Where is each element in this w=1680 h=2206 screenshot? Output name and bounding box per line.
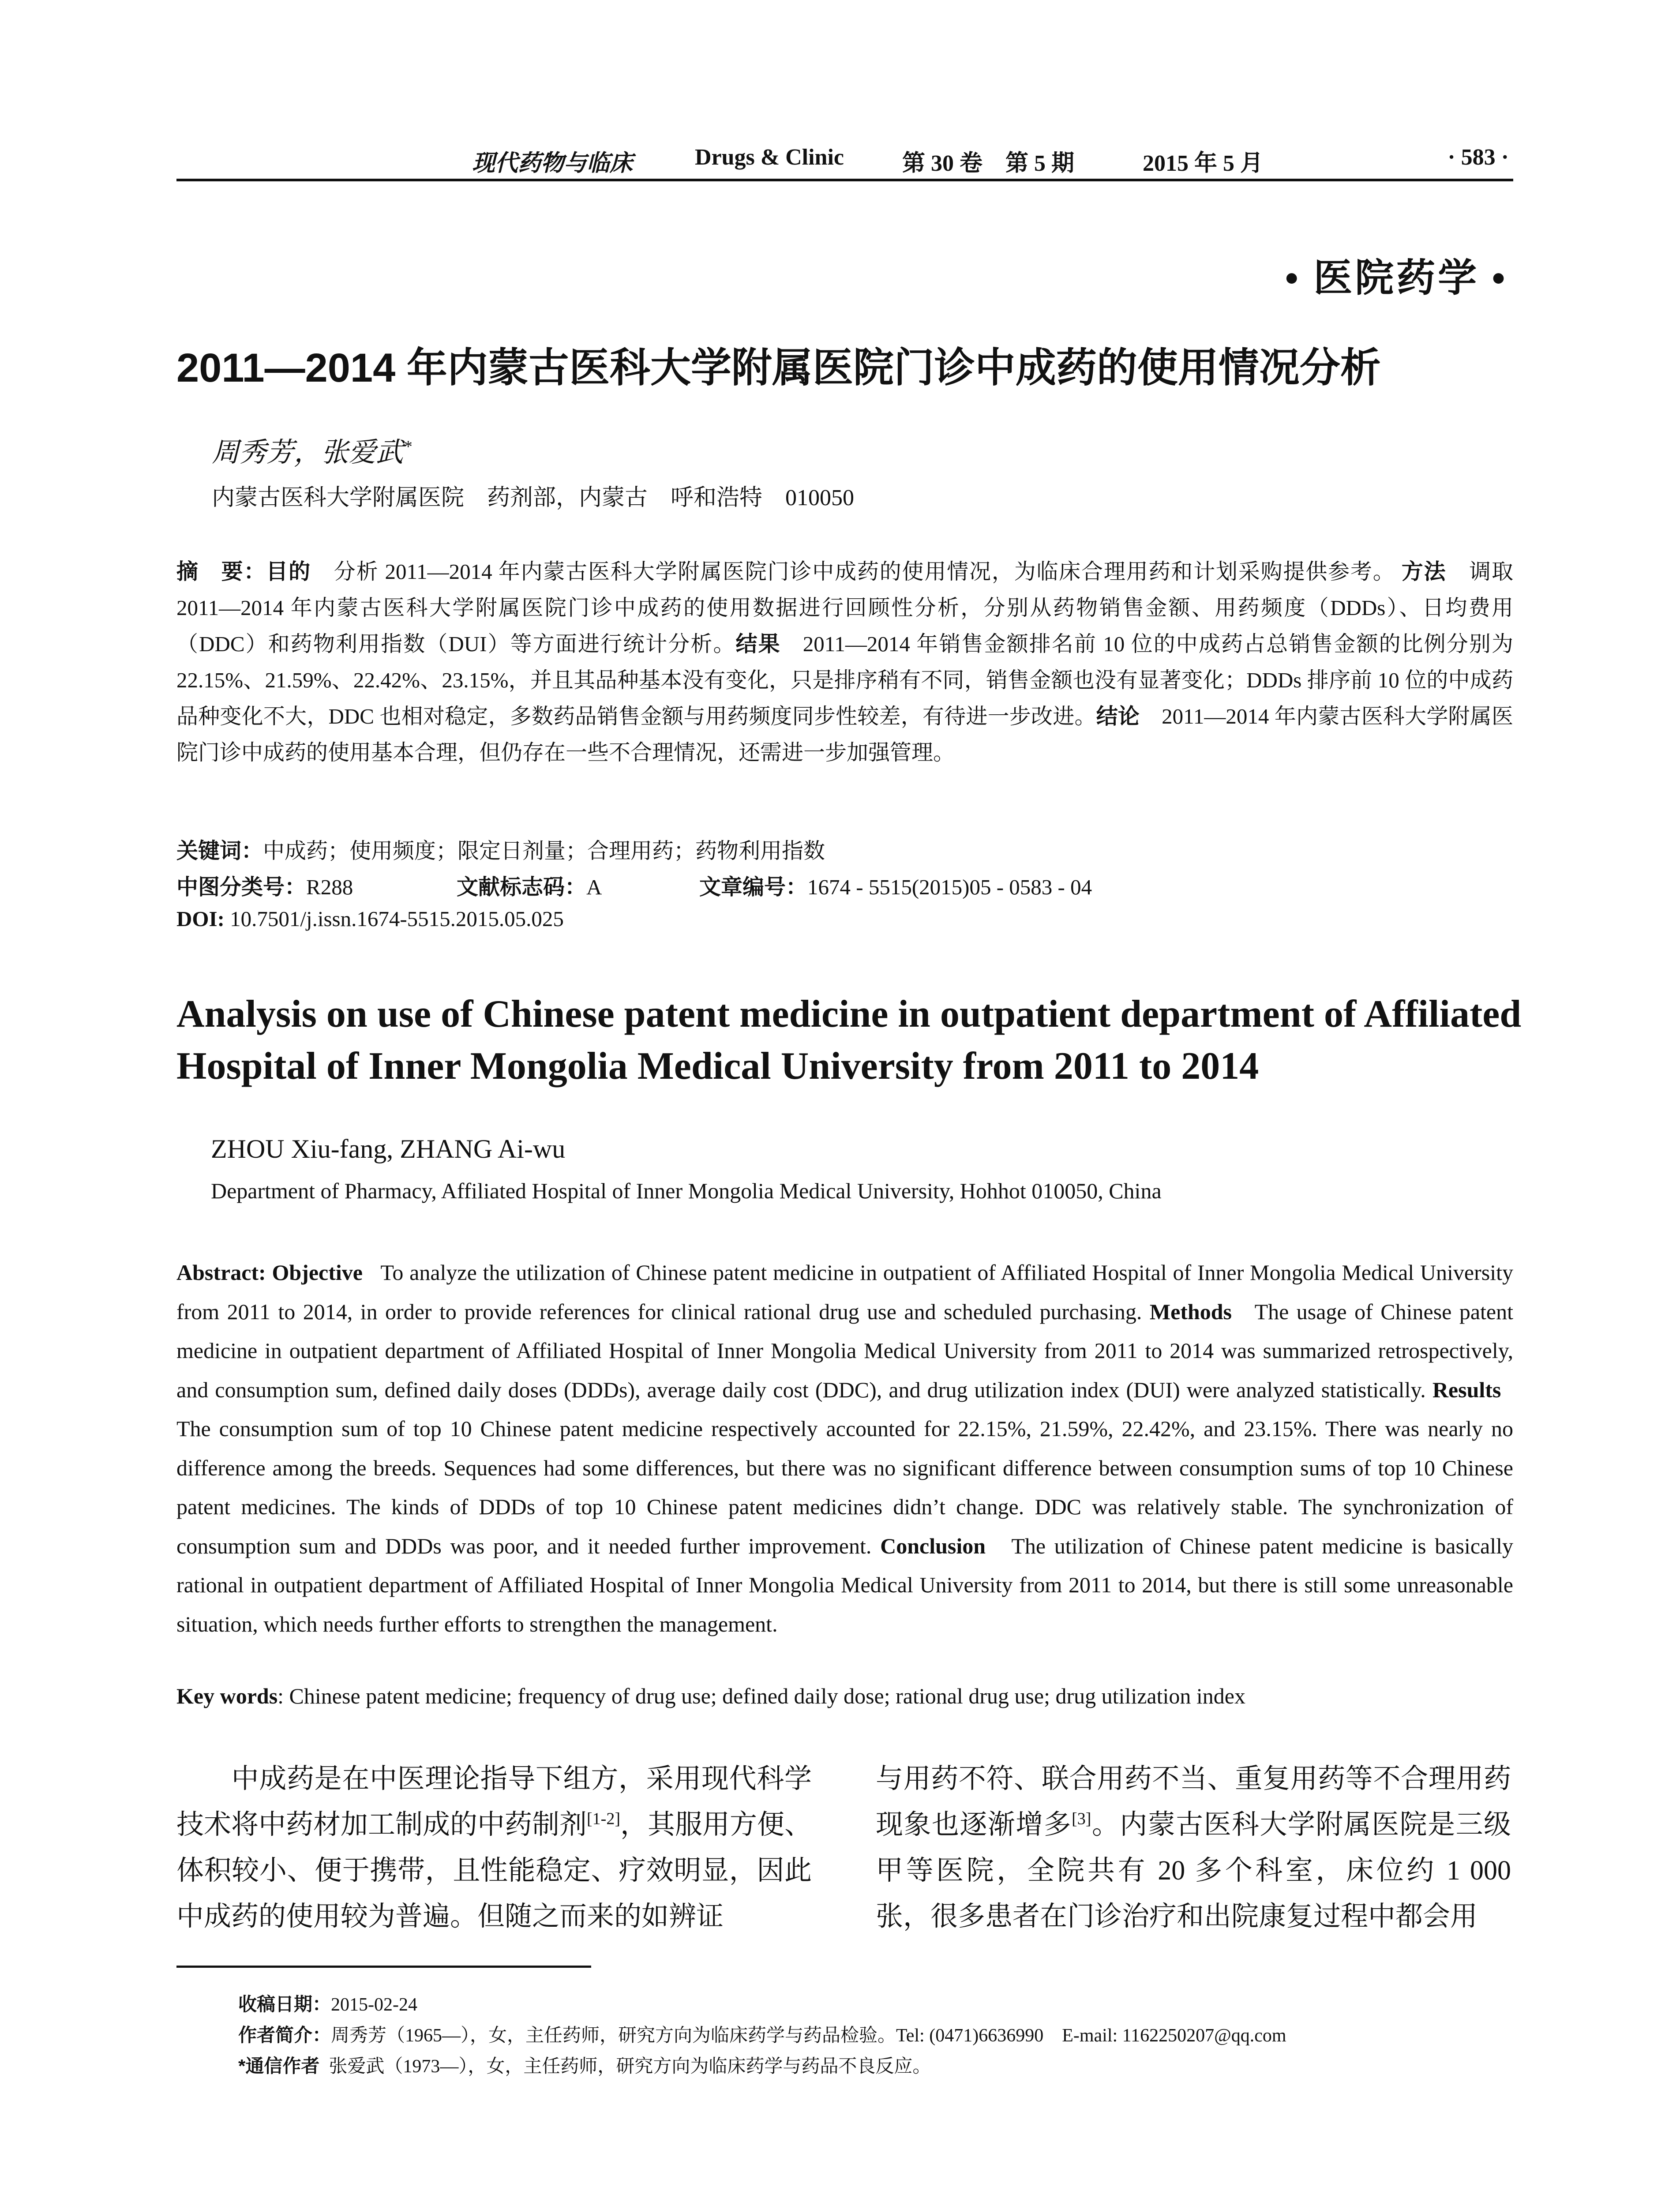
authors-zh — [212, 430, 412, 469]
doi-line — [176, 906, 564, 931]
doi-value: 10.7501/j.issn.1674-5515.2015.05.025 — [230, 907, 564, 931]
keywords-en-text: : Chinese patent medicine; frequency of drug use; defined daily dose; rational drug use; drug utilization index — [278, 1684, 1245, 1708]
objective-zh-label: 目的 — [266, 560, 311, 584]
results-zh-text: 2011—2014 年销售金额排名前 10 位的中成药占总销售金额的比例分别为 22.15%、21.59%、22.42%、23.15%，并且其品种基本没有变化，只是排序稍有不同，销售金额也没有显著变化；DDDs 排序前 10 位的中成药品种变化不大，DDC 也相对稳定，多数药品销售金额与用药频度同步性较差，有待进一步改进。 — [176, 632, 1514, 728]
keywords-zh — [176, 834, 825, 865]
title-en: Analysis on use of Chinese patent medicine in outpatient department of Affiliated Hospital of Inner Mongolia Medical University from 2011 to 2014 — [176, 993, 1522, 1088]
corr-text: 张爱武（1973—），女，主任药师，研究方向为临床药学与药品不良反应。 — [329, 2056, 931, 2077]
objective-zh-text: 分析 2011—2014 年内蒙古医科大学附属医院门诊中成药的使用情况，为临床合理用药和计划采购提供参考。 — [333, 559, 1395, 584]
affiliation-zh: 内蒙古医科大学附属医院 药剂部，内蒙古 呼和浩特 010050 — [212, 485, 855, 510]
methods-en-text: The usage of Chinese patent medicine in outpatient department of Affiliated Hospital of Inner Mongolia Medical University from 2011 to 2014 was summarized retrospectively, and consumption sum, defined daily doses (DDDs), average daily cost (DDC), and drug utilization index (DUI) were analyzed statistically. — [176, 1299, 1513, 1402]
title-zh: 2011—2014 年内蒙古医科大学附属医院门诊中成药的使用情况分析 — [176, 345, 1381, 390]
corresponding-mark: * — [403, 437, 412, 456]
body-column-left — [176, 1756, 812, 1940]
abstract-zh-label: 摘 要： — [176, 560, 266, 584]
body-right-text-b: 。内蒙古医科大学附属医院是三级甲等医院，全院共有 20 多个科室，床位约 1 000 张，很多患者在门诊治疗和出院康复过程中都会用 — [876, 1810, 1511, 1932]
conclusion-en-text: The utilization of Chinese patent medicine is basically rational in outpatient department of Affiliated Hospital of Inner Mongolia Medical University from 2011 to 2014, but there is still some unreasonable situation, which needs further efforts to strengthen the management. — [176, 1533, 1514, 1636]
doc-value: A — [586, 875, 602, 899]
objective-en-text: To analyze the utilization of Chinese patent medicine in outpatient of Affiliated Hospital of Inner Mongolia Medical University from 2011 to 2014, in order to provide references for clinical rational drug use and scheduled purchasing. — [176, 1260, 1513, 1324]
corr-label: *通信作者 — [238, 2056, 320, 2076]
running-header — [176, 139, 1513, 174]
volume-issue: 第 30 卷 第 5 期 — [902, 151, 1075, 176]
results-en-text: The consumption sum of top 10 Chinese patent medicine respectively accounted for 22.15%, 21.59%, 22.42%, and 23.15%. There was nearly no difference among the breeds. Sequences had some differences, but there was no significant difference between consumption sums of top 10 Chinese patent medicines. The kinds of DDDs of top 10 Chinese patent medicines didn’t change. DDC was relatively stable. The synchronization of consumption sum and DDDs was poor, and it needed further improvement. — [176, 1416, 1513, 1558]
results-en-label: Results — [1432, 1377, 1501, 1402]
authors-en: ZHOU Xiu-fang, ZHANG Ai-wu — [211, 1134, 566, 1163]
footnote-received — [238, 1990, 417, 2016]
section-label: • 医院药学 • — [1285, 257, 1508, 300]
methods-zh-text: 调取 2011—2014 年内蒙古医科大学附属医院门诊中成药的使用数据进行回顾性分析，分别从药物销售金额、用药频度（DDDs）、日均费用（DDC）和药物利用指数（DUI）等方面进行统计分析。 — [176, 559, 1513, 656]
doi-label: DOI: — [176, 907, 225, 931]
article-label: 文章编号： — [699, 875, 808, 899]
bio-text: 周秀芳（1965—），女，主任药师，研究方向为临床药学与药品检验。Tel: (0471)6636990 E-mail: 1162250207@qq.com — [331, 2026, 1286, 2046]
conclusion-zh-text: 2011—2014 年内蒙古医科大学附属医院门诊中成药的使用基本合理，但仍存在一些不合理情况，还需进一步加强管理。 — [176, 704, 1513, 765]
doc-code — [457, 870, 602, 901]
abstract-en-label: Abstract: — [176, 1260, 266, 1285]
bio-label: 作者简介： — [238, 2025, 331, 2045]
body-right-text-a: 与用药不符、联合用药不当、重复用药等不合理用药现象也逐渐增多 — [876, 1764, 1511, 1840]
clc-value: R288 — [306, 875, 353, 899]
journal-name-zh: 现代药物与临床 — [472, 151, 633, 176]
abstract-en — [176, 1253, 1513, 1643]
keywords-en-label: Key words — [176, 1684, 278, 1708]
conclusion-en-label: Conclusion — [880, 1533, 986, 1558]
abstract-zh — [176, 554, 1513, 771]
journal-name-en: Drugs & Clinic — [695, 145, 844, 170]
methods-en-label: Methods — [1149, 1299, 1232, 1324]
received-date: 2015-02-24 — [331, 1995, 417, 2015]
article-value: 1674 - 5515(2015)05 - 0583 - 04 — [807, 875, 1092, 899]
citation-3[interactable]: [3] — [1072, 1809, 1091, 1828]
issue-date: 2015 年 5 月 — [1143, 151, 1264, 176]
clc-label: 中图分类号： — [176, 875, 307, 899]
affiliation-en: Department of Pharmacy, Affiliated Hospital of Inner Mongolia Medical University, Hohhot 010050, China — [211, 1178, 1162, 1203]
citation-1-2[interactable]: [1-2] — [587, 1809, 620, 1828]
received-label: 收稿日期： — [238, 1994, 331, 2015]
keywords-en — [176, 1677, 1513, 1715]
results-zh-label: 结果 — [735, 632, 781, 656]
header-rule — [176, 179, 1513, 181]
footnote-rule — [176, 1966, 591, 1968]
conclusion-zh-label: 结论 — [1096, 705, 1140, 728]
footnote-corresponding — [238, 2052, 931, 2078]
objective-en-label: Objective — [272, 1260, 363, 1285]
page-number: · 583 · — [1448, 145, 1509, 170]
classification-line — [176, 870, 353, 901]
body-left-text-a: 中成药是在中医理论指导下组方，采用现代科学技术将中药材加工制成的中药制剂 — [176, 1764, 812, 1840]
body-column-right — [876, 1756, 1511, 1940]
article-number — [699, 870, 1092, 901]
methods-zh-label: 方法 — [1401, 560, 1447, 584]
body-left-text-b: ，其服用方便、体积较小、便于携带，且性能稳定、疗效明显，因此中成药的使用较为普遍。但随之而来的如辨证 — [176, 1810, 812, 1932]
doc-label: 文献标志码： — [457, 875, 587, 899]
keywords-zh-label: 关键词： — [176, 839, 263, 863]
keywords-zh-text: 中成药；使用频度；限定日剂量；合理用药；药物利用指数 — [263, 839, 825, 863]
authors-zh-names: 周秀芳，张爱武 — [212, 438, 404, 468]
footnote-author-bio — [238, 2021, 1286, 2047]
